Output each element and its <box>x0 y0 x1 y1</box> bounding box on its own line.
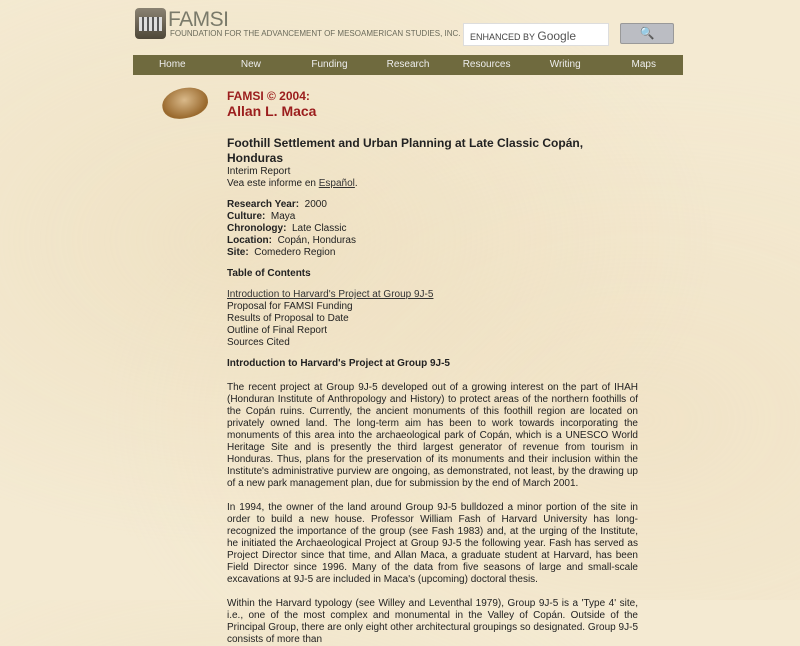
search-placeholder-brand: Google <box>537 29 577 43</box>
meta-value: Copán, Honduras <box>277 235 356 246</box>
article <box>227 90 638 646</box>
meta-label: Location: <box>227 235 272 246</box>
search-placeholder-prefix: ENHANCED BY <box>470 32 535 42</box>
meta-label: Site: <box>227 247 249 258</box>
nav-writing[interactable]: Writing <box>549 59 581 70</box>
toc-item: Sources Cited <box>227 337 290 348</box>
search-icon: 🔍 <box>639 26 655 40</box>
toc-item: Proposal for FAMSI Funding <box>227 301 353 312</box>
author-name: Allan L. Maca <box>227 103 317 119</box>
nav-funding[interactable]: Funding <box>311 59 348 70</box>
toc-heading: Table of Contents <box>227 268 311 279</box>
spanish-link[interactable]: Español <box>318 178 355 189</box>
meta-site <box>227 247 638 259</box>
foundation-subtitle: FOUNDATION FOR THE ADVANCEMENT OF MESOAMERICAN STUDIES, INC. <box>170 29 461 38</box>
shell-image <box>159 84 210 123</box>
meta-value: 2000 <box>304 199 327 210</box>
nav-new[interactable]: New <box>240 59 261 70</box>
meta-label: Culture: <box>227 211 266 222</box>
paragraph: In 1994, the owner of the land around Group 9J-5 bulldozed a minor portion of the site in order to build a new house. Professor William Fash of Harvard University has long-recognized the importance of the group (see Fash 1983) and, at the urging of the Institute, he initiated the Archaeological Project at Group 9J-5 the following year. Fash has served as Project Director since that time, and Allan Maca, a graduate student at Harvard, has been Field Director since 1996. Many of the data from five seasons of large and small-scale excavations at 9J-5 are included in Maca's (upcoming) doctoral thesis. <box>227 502 638 585</box>
toc-item: Results of Proposal to Date <box>227 313 349 324</box>
meta-value: Comedero Region <box>254 247 336 258</box>
toc-item: Outline of Final Report <box>227 325 328 336</box>
main-nav <box>133 55 683 75</box>
meta-chronology <box>227 223 638 235</box>
nav-resources[interactable]: Resources <box>462 59 511 70</box>
famsi-logo-text[interactable]: FAMSI <box>168 8 229 31</box>
meta-label: Chronology: <box>227 223 287 234</box>
paragraph: The recent project at Group 9J-5 developed out of a growing interest on the part of IHAH (Honduran Institute of Anthropology and History) to protect areas of the northern foothills of the Copán ruins. Currently, the ancient monuments of this foothill region are located on privately owned land. The long-term aim has been to work towards incorporating the monuments of this area into the archaeological park of Copán, which is a UNESCO World Heritage Site and is presently the third largest generator of revenue from tourism in Honduras. Thus, plans for the preservation of its monuments and their inclusion within the Institute's administrative purview are ongoing, as demonstrated, not least, by the drawing up of a new park management plan, due for submission by the end of March 2001. <box>227 382 638 489</box>
meta-research-year <box>227 199 638 211</box>
copyright-line: FAMSI © 2004: <box>227 89 310 103</box>
paragraph: Within the Harvard typology (see Willey and Leventhal 1979), Group 9J-5 is a 'Type 4' site, i.e., one of the most complex and monumental in the Valley of Copán. Outside of the Principal Group, there are only eight other architectural groupings so designated. Group 9J-5 consists of more than <box>227 598 638 645</box>
meta-culture <box>227 211 638 223</box>
meta-value: Maya <box>270 211 296 222</box>
spanish-prefix: Vea este informe en <box>227 178 319 189</box>
article-title: Foothill Settlement and Urban Planning at Late Classic Copán, Honduras <box>227 136 584 165</box>
meta-location <box>227 235 638 247</box>
search-input[interactable] <box>463 23 609 46</box>
nav-maps[interactable]: Maps <box>631 59 656 70</box>
nav-research[interactable]: Research <box>386 59 430 70</box>
report-type: Interim Report <box>227 166 291 177</box>
meta-label: Research Year: <box>227 199 300 210</box>
spanish-line <box>227 178 638 190</box>
nav-home[interactable]: Home <box>158 59 186 70</box>
section-heading: Introduction to Harvard's Project at Group 9J-5 <box>227 358 450 369</box>
search-button[interactable] <box>620 23 674 44</box>
meta-value: Late Classic <box>292 223 347 234</box>
toc-link-introduction[interactable]: Introduction to Harvard's Project at Group 9J-5 <box>227 289 434 300</box>
spanish-suffix: . <box>354 178 358 189</box>
famsi-logo-image[interactable] <box>135 8 166 39</box>
